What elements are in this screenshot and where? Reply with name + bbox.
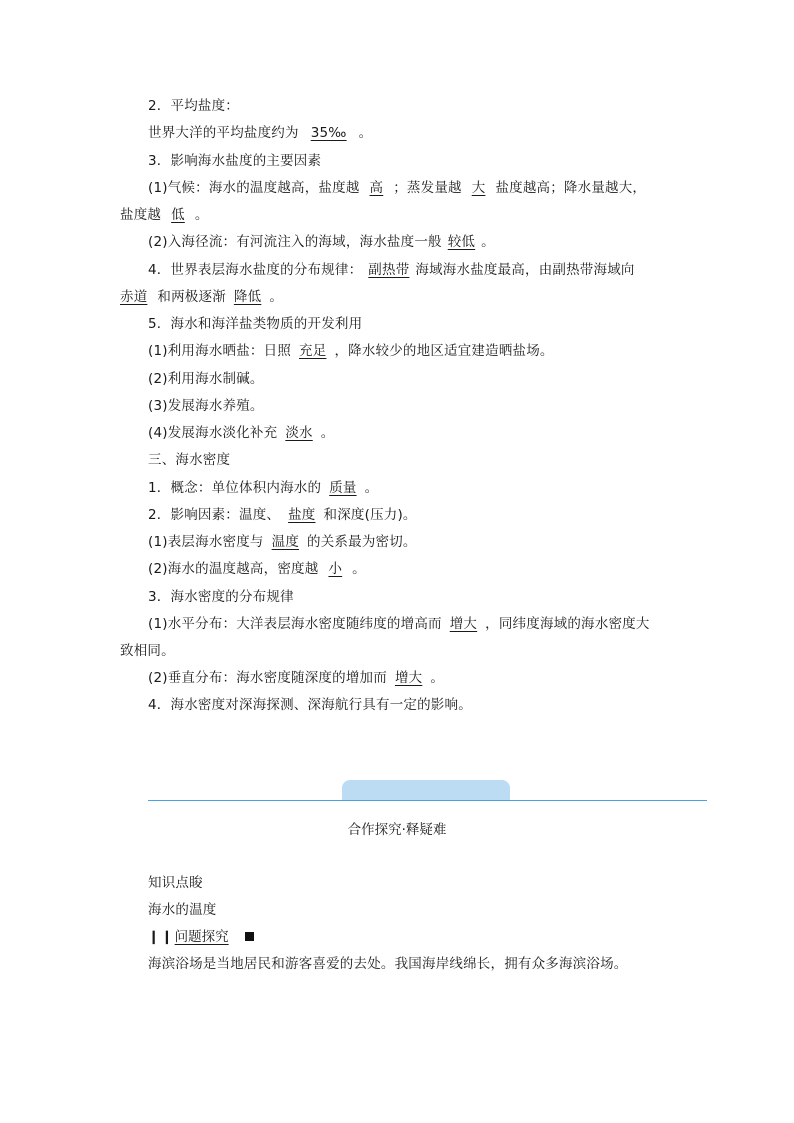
fill-blank: 盐度 (288, 507, 316, 523)
fill-blank: 高 (369, 180, 384, 196)
text-climate (148, 178, 646, 198)
heading-density-distribution: 3．海水密度的分布规律 (148, 589, 294, 605)
text: 。 (481, 234, 495, 250)
text: 。 (194, 207, 209, 223)
text-desalination (148, 423, 334, 443)
text-distribution (148, 260, 635, 280)
fill-blank: 降低 (233, 289, 262, 305)
text: 盐度越高；降水量越大， (495, 180, 647, 196)
section-heading: 合作探究·释疑难 (347, 822, 447, 838)
text-sea-salt (148, 341, 554, 361)
heading-salinity-factors: 3．影响海水盐度的主要因素 (148, 153, 322, 169)
fill-blank: 大 (471, 180, 486, 196)
fill-blank: 35‰ (310, 125, 347, 141)
intro-paragraph: 海滨浴场是当地居民和游客喜爱的去处。我国海岸线绵长，拥有众多海滨浴场。 (148, 956, 628, 972)
section-divider-tab (342, 780, 510, 801)
text-avg-salinity (148, 123, 372, 143)
heading-salt-utilization: 5．海水和海洋盐类物质的开发利用 (148, 316, 363, 332)
text: 的关系最为密切。 (307, 534, 417, 550)
fill-blank: 较低 (447, 234, 476, 250)
text: ；蒸发量越 (393, 180, 462, 196)
text: 4．世界表层海水盐度的分布规律： (148, 262, 363, 278)
text: 1．概念：单位体积内海水的 (148, 480, 322, 496)
text: ，同纬度海域的海水密度大 (485, 616, 650, 632)
fill-blank: 淡水 (285, 425, 313, 441)
text-soda: (2)利用海水制碱。 (148, 371, 264, 387)
square-icon (245, 932, 254, 941)
text: (4)发展海水淡化补充 (148, 425, 278, 441)
fill-blank: 赤道 (120, 289, 148, 305)
fill-blank: 质量 (329, 480, 357, 496)
text: 。 (320, 425, 335, 441)
text: 。 (269, 289, 284, 305)
text: (2)入海径流：有河流注入的海域，海水盐度一般 (148, 234, 442, 250)
text-density-impact: 4．海水密度对深海探测、深海航行具有一定的影响。 (148, 697, 472, 713)
fill-blank: 低 (171, 207, 185, 223)
text: 。 (352, 561, 366, 577)
text: ，降水较少的地区适宜建造晒盐场。 (334, 343, 554, 359)
knowledge-label: 知识点睃 (148, 875, 203, 891)
text: 。 (358, 125, 373, 141)
text-climate-cont (120, 205, 209, 225)
text: (1)表层海水密度与 (148, 534, 264, 550)
text: 和深度(压力)。 (323, 507, 417, 523)
text: (1)水平分布：大洋表层海水密度随纬度的增高而 (148, 616, 442, 632)
marker-bars-icon: ❙❙ (148, 929, 175, 945)
text-temp-density (148, 559, 366, 579)
section-divider-line (148, 800, 707, 801)
text-aquaculture: (3)发展海水养殖。 (148, 398, 264, 414)
text-horizontal-distribution (148, 614, 650, 634)
fill-blank: 温度 (271, 534, 300, 550)
text-runoff (148, 232, 495, 252)
text-surface-density (148, 532, 417, 552)
fill-blank: 增大 (449, 616, 478, 632)
text: 2．影响因素：温度、 (148, 507, 281, 523)
text: 。 (430, 670, 445, 686)
text: (1)利用海水晒盐：日照 (148, 343, 292, 359)
heading-avg-salinity: 2．平均盐度： (148, 98, 239, 114)
marker-label: 问题探究 (174, 929, 229, 945)
question-explore-marker (148, 927, 254, 947)
text: 世界大洋的平均盐度约为 (148, 125, 299, 141)
topic-title: 海水的温度 (148, 902, 217, 918)
text: 海域海水盐度最高，由副热带海域向 (415, 262, 635, 278)
text-density-factors (148, 505, 417, 525)
text-horizontal-distribution-cont: 致相同。 (120, 643, 175, 659)
fill-blank: 副热带 (368, 262, 410, 278)
fill-blank: 充足 (299, 343, 327, 359)
text: 盐度越 (120, 207, 162, 223)
text: (2)海水的温度越高，密度越 (148, 561, 319, 577)
text: (2)垂直分布：海水密度随深度的增加而 (148, 670, 387, 686)
text: 。 (364, 480, 379, 496)
fill-blank: 小 (328, 561, 343, 577)
text-vertical-distribution (148, 668, 444, 688)
text: (1)气候：海水的温度越高，盐度越 (148, 180, 360, 196)
text-density-concept (148, 478, 378, 498)
text-distribution-cont (120, 287, 283, 307)
text: 和两极逐渐 (157, 289, 226, 305)
heading-density: 三、海水密度 (148, 452, 231, 468)
fill-blank: 增大 (394, 670, 423, 686)
